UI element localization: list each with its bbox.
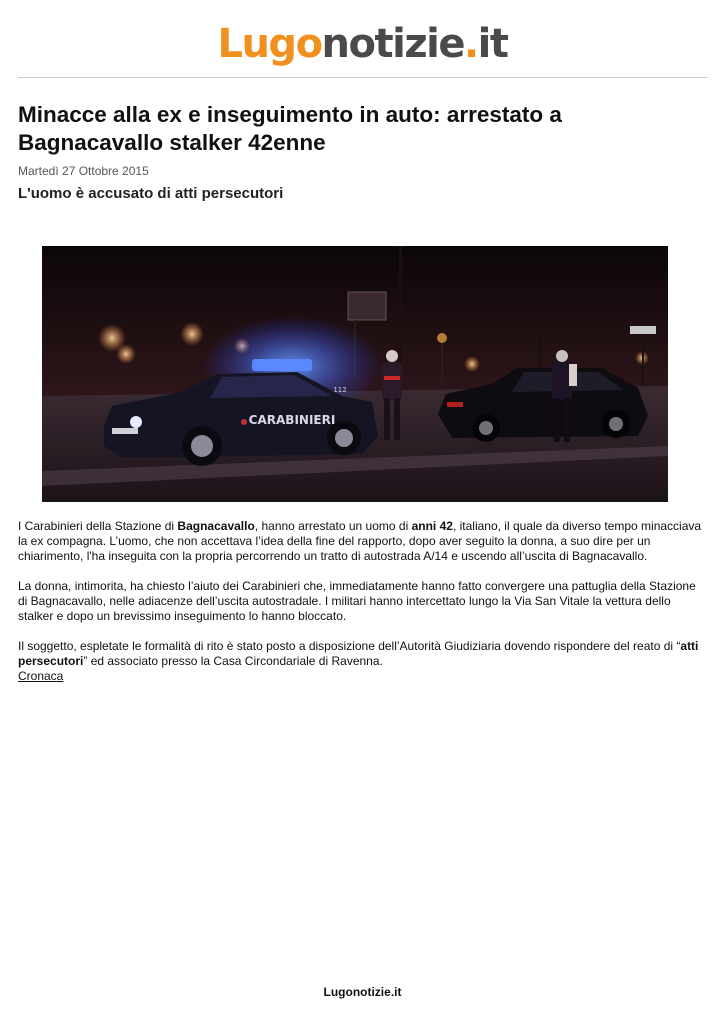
text-run: Il soggetto, espletate le formalità di rito è stato posto a disposizione dell’Autorità Giudiziaria dovendo rispondere del reato di “	[18, 639, 681, 653]
site-logo[interactable]	[0, 18, 725, 70]
article-subtitle: L'uomo è accusato di atti persecutori	[18, 185, 284, 202]
logo-dot: .	[463, 21, 478, 67]
text-run: , hanno arrestato un uomo di	[254, 519, 412, 533]
logo-notizie: notizie	[321, 21, 464, 67]
text-bold: Bagnacavallo	[177, 519, 255, 533]
footer-site-name: Lugonotizie.it	[323, 985, 402, 999]
car-number: 112	[333, 386, 347, 394]
car-label: CARABINIERI	[248, 413, 336, 427]
paragraph	[18, 639, 708, 669]
article-body	[18, 519, 708, 684]
logo-lugo: Lugo	[217, 21, 322, 67]
article-photo	[42, 246, 668, 502]
paragraph	[18, 519, 708, 564]
text-run: , italiano, il quale da diverso tempo minacciava la ex compagna. L’uomo, che non accettava l’idea della fine del rapporto, dopo aver seguito la donna, a suo dire per un chiarimento, l'ha inseguita con la propria percorrendo un tratto di autostrada A/14 e uscendo all’uscita di Bagnacavallo.	[18, 519, 702, 563]
text-bold: atti persecutori	[18, 639, 699, 668]
text-run: La donna, intimorita, ha chiesto l’aiuto dei Carabinieri che, immediatamente hanno fatto convergere una pattuglia della Stazione di Bagnacavallo, nelle adiacenze dell’uscita autostradale. I militari hanno intercettato lungo la Via San Vitale la vettura dello stalker e dopo un brevissimo inseguimento lo hanno bloccato.	[18, 579, 696, 623]
article-title: Minacce alla ex e inseguimento in auto: arrestato a Bagnacavallo stalker 42enne	[18, 102, 562, 155]
paragraph	[18, 579, 708, 624]
category-link[interactable]: Cronaca	[18, 669, 64, 683]
logo-it: it	[477, 21, 508, 67]
article-date: Martedì 27 Ottobre 2015	[18, 164, 149, 178]
text-run: I Carabinieri della Stazione di	[18, 519, 178, 533]
header-divider	[18, 77, 708, 78]
text-bold: anni 42	[411, 519, 453, 533]
text-run: ” ed associato presso la Casa Circondariale di Ravenna.	[83, 654, 383, 668]
